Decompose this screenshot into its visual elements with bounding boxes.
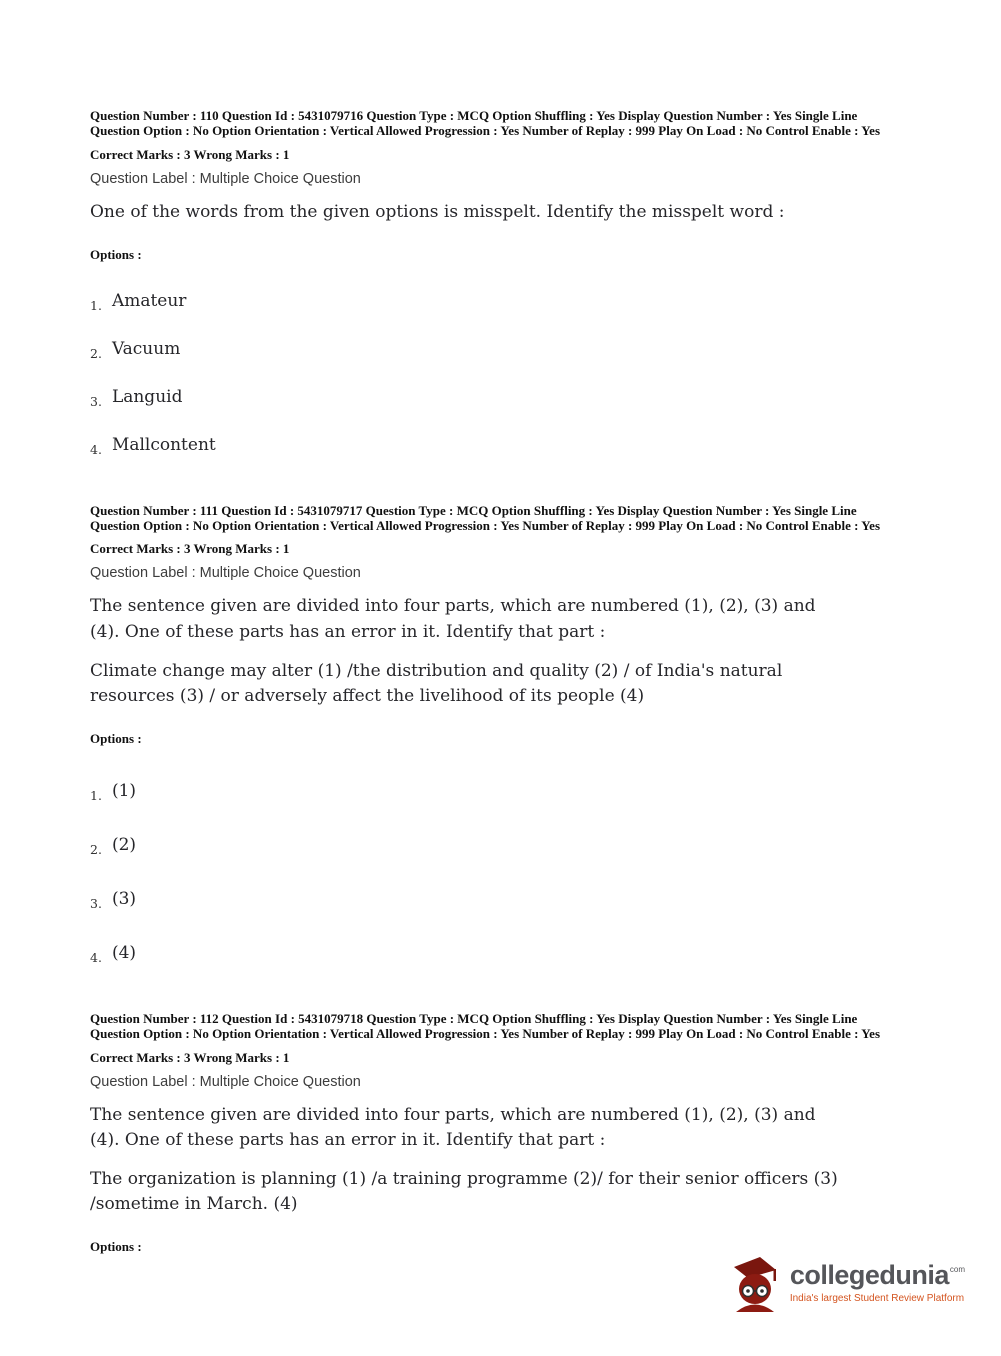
option-number: 3. (90, 393, 102, 409)
question-block-110 (90, 108, 909, 455)
question-block-112 (90, 1011, 909, 1255)
option-row (90, 943, 909, 966)
option-text: (2) (111, 835, 137, 856)
brand-suffix: com (949, 1265, 965, 1274)
option-text: (1) (111, 781, 137, 802)
option-row (90, 291, 909, 311)
question-text: The sentence given are divided into four parts, which are numbered (1), (2), (3) and (4). One of these parts has an error in it. Identify that part : (90, 596, 816, 642)
option-row (90, 435, 909, 455)
option-row (90, 889, 909, 912)
option-text: (4) (111, 943, 137, 964)
brand-wordmark: collegedunia (789, 1260, 949, 1290)
question-text: One of the words from the given options is misspelt. Identify the misspelt word : (90, 201, 785, 222)
option-row (90, 387, 909, 407)
option-number: 1. (90, 788, 102, 804)
option-text: Mallcontent (111, 434, 216, 455)
collegedunia-logo-icon (730, 1254, 780, 1312)
question-block-111 (90, 502, 909, 966)
question-meta: Question Number : 110 Question Id : 5431079716 Question Type : MCQ Option Shuffling : Yes Display Question Number : Yes Single Line Question Option : No Option Orientation : Vertical Allowed Progression : Yes Number of Replay : 999 Play On Load : No Control Enable : Yes (90, 108, 881, 139)
question-marks: Correct Marks : 3 Wrong Marks : 1 (90, 541, 290, 557)
option-number: 2. (90, 842, 102, 858)
option-text: Vacuum (111, 338, 181, 359)
collegedunia-branding (730, 1254, 965, 1312)
question-sentence: The organization is planning (1) /a training programme (2)/ for their senior officers (3) /sometime in March. (4) (90, 1169, 838, 1215)
question-marks: Correct Marks : 3 Wrong Marks : 1 (90, 146, 290, 162)
option-row (90, 835, 909, 858)
option-text: Amateur (111, 290, 187, 311)
question-label: Question Label : Multiple Choice Question (90, 170, 361, 187)
question-label: Question Label : Multiple Choice Question (90, 1073, 361, 1090)
option-number: 4. (90, 950, 102, 966)
option-row (90, 339, 909, 359)
brand-tagline: India's largest Student Review Platform (789, 1293, 965, 1304)
option-number: 2. (90, 345, 102, 361)
options-heading: Options : (90, 246, 142, 262)
options-heading: Options : (90, 1239, 142, 1255)
option-number: 4. (90, 441, 102, 457)
option-text: (3) (111, 889, 137, 910)
options-heading: Options : (90, 731, 142, 747)
question-text: The sentence given are divided into four parts, which are numbered (1), (2), (3) and (4). One of these parts has an error in it. Identify that part : (90, 1104, 816, 1150)
option-number: 3. (90, 896, 102, 912)
question-label: Question Label : Multiple Choice Question (90, 565, 361, 582)
question-marks: Correct Marks : 3 Wrong Marks : 1 (90, 1049, 290, 1065)
question-meta: Question Number : 111 Question Id : 5431079717 Question Type : MCQ Option Shuffling : Yes Display Question Number : Yes Single Line Question Option : No Option Orientation : Vertical Allowed Progression : Yes Number of Replay : 999 Play On Load : No Control Enable : Yes (90, 502, 881, 534)
question-meta: Question Number : 112 Question Id : 5431079718 Question Type : MCQ Option Shuffling : Yes Display Question Number : Yes Single Line Question Option : No Option Orientation : Vertical Allowed Progression : Yes Number of Replay : 999 Play On Load : No Control Enable : Yes (90, 1011, 881, 1042)
option-text: Languid (111, 386, 183, 407)
question-sentence: Climate change may alter (1) /the distribution and quality (2) / of India's natural resources (3) / or adversely affect the livelihood of its people (4) (90, 660, 783, 706)
option-row (90, 781, 909, 804)
option-number: 1. (90, 297, 102, 313)
brand-text (790, 1262, 965, 1304)
